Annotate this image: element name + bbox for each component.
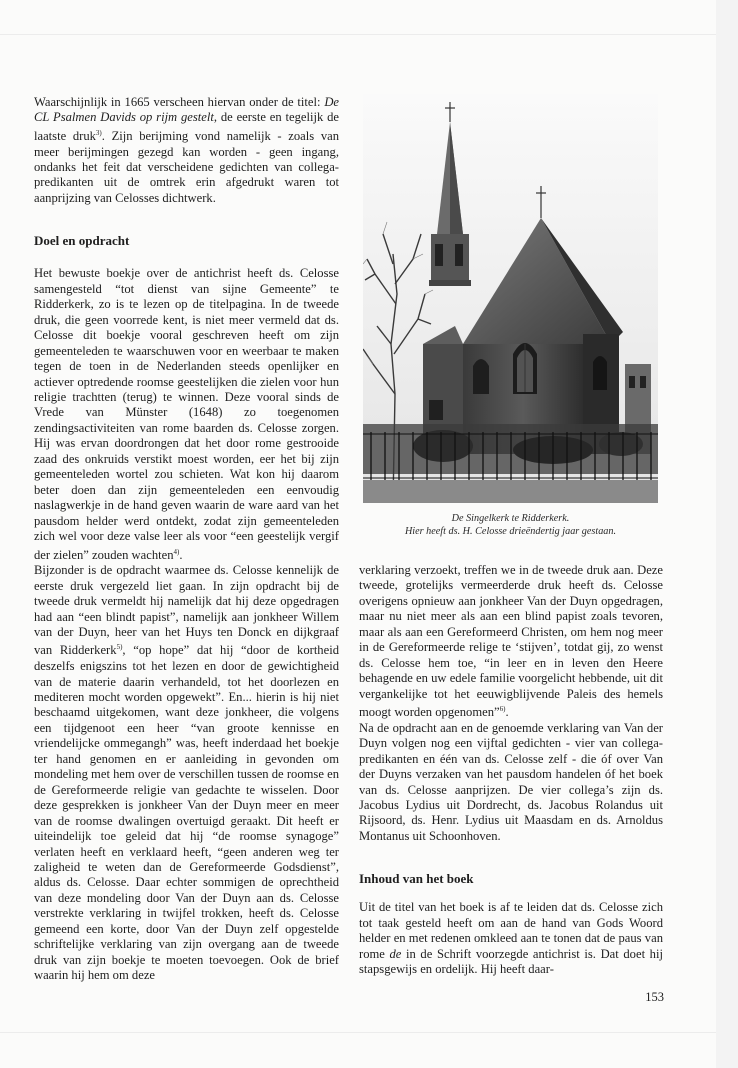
footnote-ref: 5) — [116, 643, 123, 652]
section-heading-doel: Doel en opdracht — [34, 233, 130, 249]
church-photo — [363, 94, 658, 503]
caption-line-2: Hier heeft ds. H. Celosse drieëndertig jaar gestaan. — [404, 525, 617, 537]
footnote-ref: 3) — [95, 128, 102, 137]
left-column — [34, 95, 339, 984]
scan-edge — [716, 0, 738, 1068]
paragraph-gedichten: Na de opdracht aan en de genoemde verklaring van Van der Duyn volgen nog een vijftal gedichten - vier van collega-predikanten en één van ds. Celosse zelf - die óf over Van der Duyns verzaken van het pausdom handelen óf het boek van ds. Celosse aanprijzen. De vier collega’s zijn ds. Jacobus Lydius uit Dordrecht, ds. Jacobus Rolandus uit Rijsoord, ds. Henr. Lydius uit Maasdam en ds. Arnoldus Montanus uit Schoonhoven. — [359, 720, 663, 843]
right-column — [359, 563, 663, 978]
paragraph-verklaring: verklaring verzoekt, treffen we in de tweede druk aan. Deze tweede, grotelijks vermeerderde druk heeft ds. Celosse overigens opnieuw aan jonkheer Van der Duyn opgedragen, maar nu niet meer als aan een blind papist zoals tevoren, maar als aan een Gereformeerd Christen, om hem nog meer in de Gereformeerde relige te ‘stijven’, totdat gij, zo wenst ds. Celosse hem toe, “in leer en in leven den Heere behagende en uw edele familie voorgelicht hebbende, uit dit vergankelijke tot het eeuwigblijvende Paleis des hemels moogt worden opgenomen”$^{6)}$. — [359, 563, 663, 720]
footnote-ref: 6) — [499, 705, 506, 714]
caption-line-1: De Singelkerk te Ridderkerk. — [451, 513, 570, 524]
section-heading-inhoud: Inhoud van het boek — [359, 871, 474, 887]
footnote-ref: 4) — [173, 547, 180, 556]
intro-paragraph: Waarschijnlijk in 1665 verscheen hiervan onder de titel: De CL Psalmen Davids op rijm gestelt, de eerste en tegelijk de laatste druk$^{3)}$. Zijn berijming vond namelijk - zoals van meer berijmingen gezegd kan worden - geen ingang, ondanks het feit dat verscheidene gedichten van collega-predikanten uit de omtrek erin afgedrukt waren tot aanprijzing van Celosses dichtwerk. — [34, 95, 339, 205]
paragraph-inhoud: Uit de titel van het boek is af te leiden dat ds. Celosse zich tot taak gesteld heeft om aan de hand van Gods Woord helder en met redenen omkleed aan te tonen dat de paus van rome de in de Schrift voorzegde antichrist is. Dat doet hij stapsgewijs en ordelijk. Hij heeft daar- — [359, 900, 663, 977]
photo-caption — [363, 513, 658, 538]
book-title: De CL Psalmen Davids op rijm gestelt — [34, 95, 339, 125]
page-number: 153 — [645, 990, 664, 1004]
paragraph-opdracht: Bijzonder is de opdracht waarmee ds. Celosse kennelijk de eerste druk vergezeld liet gaan. In zijn opdracht bij de tweede druk vermeldt hij namelijk dat hij deze opgedragen had aan “een blindt papist”, namelijk aan jonkheer Willem van der Duyn, heer van het Huys ten Donck en dijkgraaf van Ridderkerk$^{5)}$, “op hope” dat hij “door de kortheid deszelfs enigszins tot het lezen en door de gewichtigheid van de materie daarin verhandeld, tot het doorlezen en mediteren mocht worden opgewekt”. En... hierin is hij niet beschaamd uitgekomen, want deze jonkheer, die volgens een tijdgenoot een heer “van groote kennisse en vriendelijcke ommegangh” was, heeft inderdaad het boekje ter hand genomen en er aanleiding in gevonden om mondeling met hem over de verschillen tussen de roomse en de Gereformeerde religie van gedachte te wisselen. Door deze gesprekken is jonkheer Van der Duyn meer en meer van de roomse dwalingen overtuigd geraakt. Dit heeft er uiteindelijk toe geleid dat hij “de roomse synagoge” verlaten heeft en verklaard heeft, “geen anderen weg ter zaligheid te weten dan de Gereformeerde Godsdienst”, aldus ds. Celosse. Daar echter sommigen de oprechtheid van deze mondeling door Van der Duyn aan ds. Celosse verstrekte verklaring in twijfel trokken, heeft ds. Celosse gemeend een korte, door Van der Duyn zelf opgestelde schriftelijke verklaring van zijn overgang aan de tweede druk van zijn boekje te moeten toevoegen. Ook de brief waarin hij hem om deze — [34, 563, 339, 983]
top-rule — [0, 34, 738, 35]
paragraph-doel: Het bewuste boekje over de antichrist heeft ds. Celosse samengesteld “tot dienst van sijne Gemeente” te Ridderkerk, zo is te lezen op de titelpagina. In de tweede druk, die geen voorrede kent, is niet meer vermeld dat ds. Celosse dit boekje vooral geschreven heeft om zijn gemeenteleden te waarschuwen voor en weerbaar te maken tegen de toen in de Nederlanden steeds openlijker en actiever optredende roomse geestelijken die zielen voor hun religie trachtten (terug) te winnen. Deze vooral sinds de Vrede van Münster (1648) zo toegenomen zendingsactiviteiten van rome baarden ds. Celosse zorgen. Hij was ervan doordrongen dat het door rome gestrooide zaad des onkruids verstikt moest worden, eer het bij zijn gemeenteleden wortel zou schieten. Wat kon hij daarom beter doen dan zijn gemeenteleden een eenvoudig naslagwerkje in de hand geven waarin de ware aard van het pausdom helder werd ontdekt, zodat zijn gemeenteleden zich wel voor deze valse leer als voor “een geestelijk vergif der zielen” zouden wachten$^{4)}$. — [34, 266, 339, 562]
bottom-rule — [0, 1032, 738, 1033]
